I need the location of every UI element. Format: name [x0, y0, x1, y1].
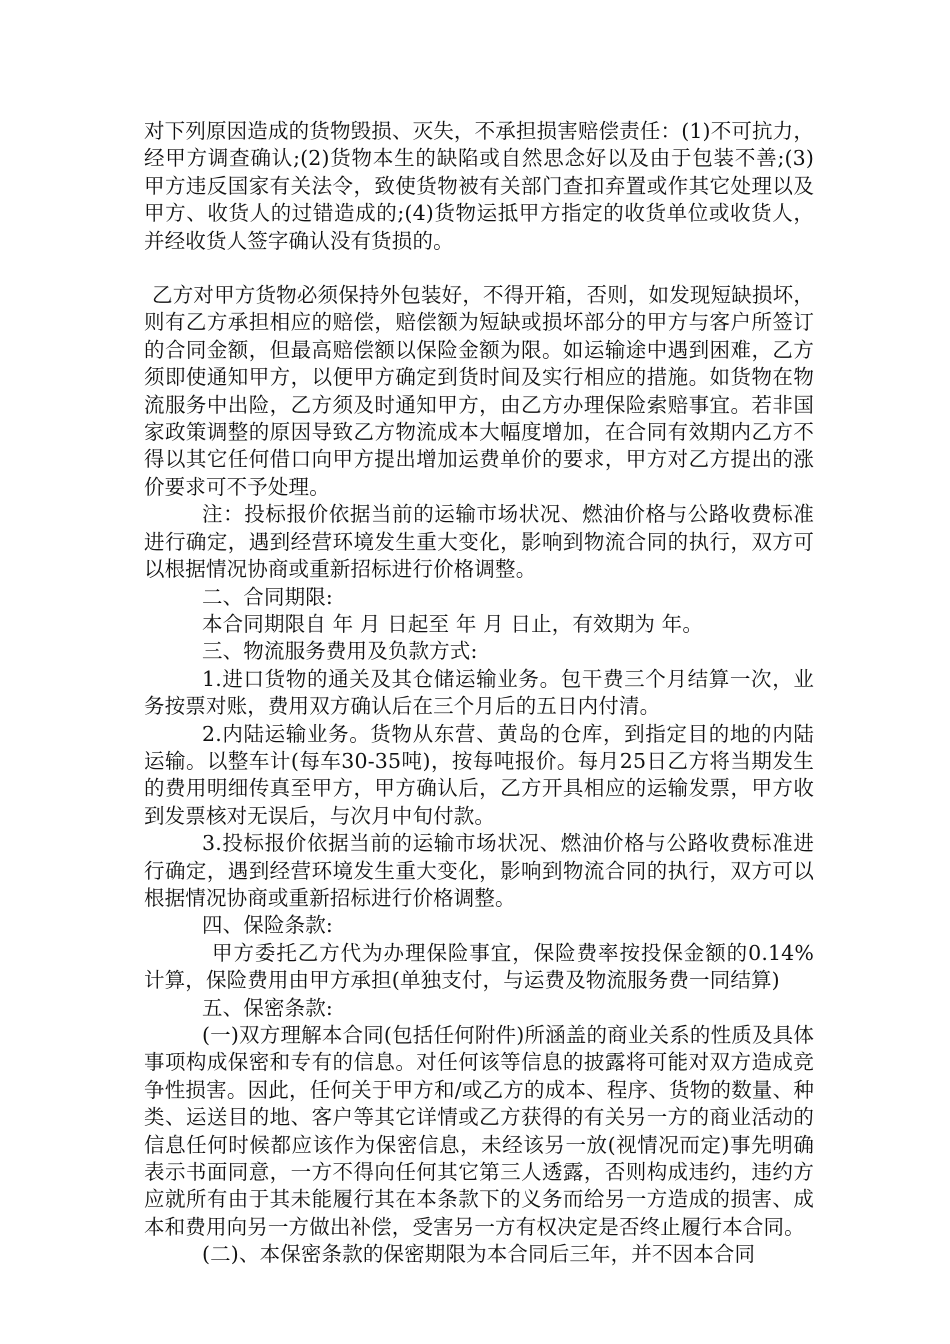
document-body — [144, 118, 814, 1269]
paragraph-gap — [144, 255, 814, 282]
heading-confidentiality: 五、保密条款: — [202, 995, 333, 1020]
paragraph-fee-item-1: 1.进口货物的通关及其仓储运输业务。包干费三个月结算一次，业务按票对账，费用双方确认后在三个月后的五日内付清。 — [144, 666, 814, 719]
heading-insurance: 四、保险条款: — [202, 913, 333, 938]
paragraph-liability-exemptions: 对下列原因造成的货物毁损、灭失，不承担损害赔偿责任：(1)不可抗力，经甲方调查确认;(2)货物本生的缺陷或自然思念好以及由于包装不善;(3)甲方违反国家有关法令，致使货物被有关部门查扣弃置或作其它处理以及甲方、收货人的过错造成的;(4)货物运抵甲方指定的收货单位或收货人，并经收货人签字确认没有货损的。 — [144, 119, 814, 253]
heading-fees-payment: 三、物流服务费用及负款方式: — [202, 639, 478, 664]
paragraph-confidentiality-1: (一)双方理解本合同(包括任何附件)所涵盖的商业关系的性质及具体事项构成保密和专有的信息。对任何该等信息的披露将可能对双方造成竞争性损害。因此，任何关于甲方和/或乙方的成本、程序、货物的数量、种类、运送目的地、客户等其它详情或乙方获得的有关另一方的商业活动的信息任何时候都应该作为保密信息，未经该另一放(视情况而定)事先明确表示书面同意，一方不得向任何其它第三人透露，否则构成违约，违约方应就所有由于其未能履行其在本条款下的义务而给另一方造成的损害、成本和费用向另一方做出补偿，受害另一方有权决定是否终止履行本合同。 — [144, 1023, 814, 1239]
paragraph-insurance: 甲方委托乙方代为办理保险事宜，保险费率按投保金额的0.14%计算，保险费用由甲方承担(单独支付，与运费及物流服务费一同结算) — [144, 940, 814, 993]
paragraph-packaging-compensation: 乙方对甲方货物必须保持外包装好，不得开箱，否则，如发现短缺损坏，则有乙方承担相应的赔偿，赔偿额为短缺或损坏部分的甲方与客户所签订的合同金额，但最高赔偿额以保险金额为限。如运输途中遇到困难，乙方须即使通知甲方，以便甲方确定到货时间及实行相应的措施。如货物在物流服务中出险，乙方须及时通知甲方，由乙方办理保险索赔事宜。若非国家政策调整的原因导致乙方物流成本大幅度增加，在合同有效期内乙方不得以其它任何借口向甲方提出增加运费单价的要求，甲方对乙方提出的涨价要求可不予处理。 — [144, 283, 814, 499]
paragraph-confidentiality-2: (二)、本保密条款的保密期限为本合同后三年，并不因本合同 — [202, 1242, 756, 1267]
heading-contract-term: 二、合同期限: — [202, 584, 333, 609]
paragraph-contract-term: 本合同期限自 年 月 日起至 年 月 日止，有效期为 年。 — [202, 611, 703, 636]
paragraph-fee-item-3: 3.投标报价依据当前的运输市场状况、燃油价格与公路收费标准进行确定，遇到经营环境发生重大变化，影响到物流合同的执行，双方可以根据情况协商或重新招标进行价格调整。 — [144, 831, 814, 910]
paragraph-fee-item-2: 2.内陆运输业务。货物从东营、黄岛的仓库，到指定目的地的内陆运输。以整车计(每车30-35吨)，按每吨报价。每月25日乙方将当期发生的费用明细传真至甲方，甲方确认后，乙方开具相应的运输发票，甲方收到发票核对无误后，与次月中旬付款。 — [144, 721, 814, 828]
paragraph-bid-note: 注：投标报价依据当前的运输市场状况、燃油价格与公路收费标准进行确定，遇到经营环境发生重大变化，影响到物流合同的执行，双方可以根据情况协商或重新招标进行价格调整。 — [144, 502, 814, 582]
